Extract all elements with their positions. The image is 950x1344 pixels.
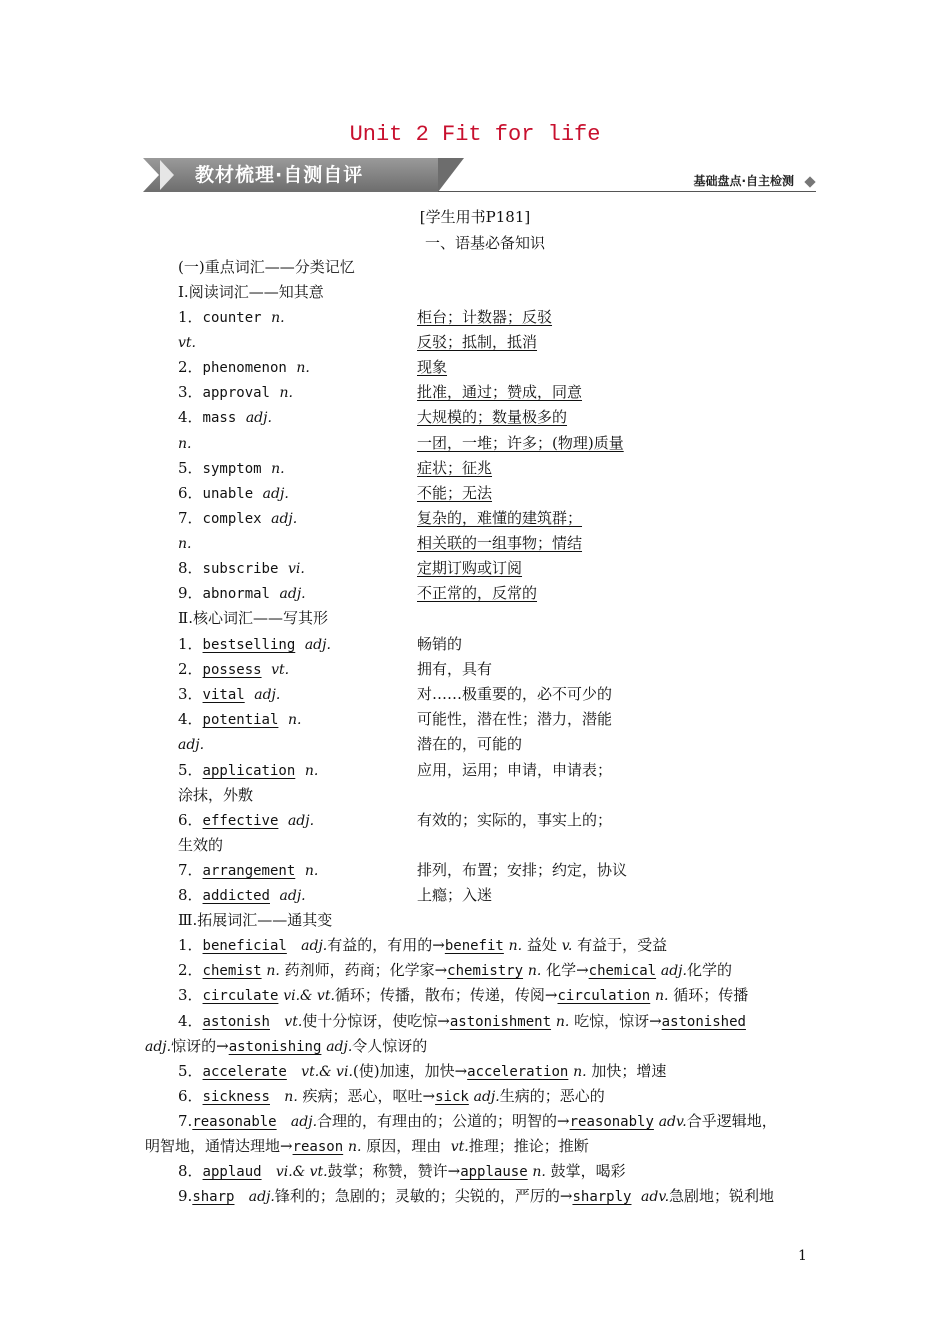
meaning: 急剧地；锐利地 — [669, 1187, 775, 1205]
item-number: 1． — [178, 635, 203, 653]
meaning: (使)加速，加快→ — [352, 1062, 468, 1080]
group-heading: Ⅱ.核心词汇——写其形 — [178, 609, 328, 627]
item-number: 4． — [178, 710, 203, 729]
meaning: 鼓掌，喝彩 — [550, 1162, 626, 1180]
vocab-row — [178, 760, 318, 781]
item-number: 8． — [178, 1162, 203, 1180]
reference: [学生用书P181] — [419, 208, 531, 226]
pos: n. — [304, 862, 319, 879]
pos: vt. — [271, 662, 290, 679]
answer-word: circulation — [557, 988, 651, 1004]
vocab-word: mass — [202, 410, 237, 427]
pos: adj. — [473, 1089, 500, 1105]
pos: vi.& vt. — [275, 1164, 328, 1180]
vocab-row — [178, 483, 289, 504]
list-item — [178, 985, 748, 1006]
item-number: 4． — [178, 408, 203, 427]
pos: n. — [508, 938, 523, 954]
answer-meaning: 定期订购或订阅 — [417, 559, 523, 577]
pos: n. — [279, 385, 293, 402]
vocab-row — [178, 684, 280, 705]
answer-word: potential — [202, 712, 279, 729]
item-number: 6． — [178, 483, 203, 502]
vocab-word: symptom — [202, 460, 262, 477]
pos: adv. — [641, 1189, 670, 1205]
item-number: 8． — [178, 886, 203, 904]
meaning: 可能性，潜在性；潜力，潜能 — [417, 710, 613, 729]
meaning: 吃惊，惊讶→ — [574, 1012, 662, 1030]
answer-meaning: 相关联的一组事物；情结 — [417, 533, 583, 552]
meaning: 药剂师，药商；化学家→ — [284, 961, 448, 979]
meaning: 明智地，通情达理地→ — [145, 1137, 293, 1155]
meaning: 化学→ — [546, 961, 589, 979]
pos: adj. — [178, 737, 205, 754]
pos: v. — [561, 938, 573, 954]
pos: vt.& vi. — [301, 1064, 353, 1080]
answer-word: sickness — [202, 1089, 270, 1105]
vocab-row — [178, 860, 318, 881]
pos: adj. — [254, 687, 281, 704]
meaning: 益处 — [526, 936, 557, 954]
item-number: 3． — [178, 383, 203, 402]
vocab-word: counter — [202, 310, 262, 326]
answer-word: sharp — [192, 1189, 235, 1205]
meaning: 加快；增速 — [591, 1062, 667, 1080]
pos: n. — [284, 1089, 298, 1105]
pos: n. — [296, 360, 310, 377]
answer-word: possess — [202, 662, 262, 679]
answer-word: chemistry — [447, 963, 524, 979]
pos: n. — [532, 1164, 546, 1180]
vocab-row — [178, 709, 301, 730]
vocab-row — [178, 785, 253, 805]
pos: n. — [304, 762, 319, 779]
answer-word: reason — [292, 1139, 344, 1155]
meaning: 使十分惊讶，使吃惊→ — [302, 1012, 450, 1030]
pos: adv. — [658, 1114, 687, 1130]
answer-word: effective — [202, 812, 279, 829]
answer-word: application — [202, 762, 296, 779]
item-number: 3． — [178, 986, 203, 1004]
meaning: 拥有，具有 — [417, 660, 493, 679]
answer-meaning: 不正常的，反常的 — [417, 584, 538, 603]
item-number: 1． — [178, 936, 203, 954]
answer-word: astonishing — [228, 1039, 322, 1055]
answer-word: bestselling — [202, 637, 296, 653]
diamond-icon — [804, 176, 815, 187]
group-heading: Ⅰ.阅读词汇——知其意 — [178, 283, 324, 301]
list-item — [178, 1061, 666, 1082]
meaning: 潜在的，可能的 — [417, 735, 523, 754]
meaning: 原因，理由 — [366, 1137, 442, 1155]
vocab-row — [178, 433, 191, 454]
pos: adj. — [279, 888, 306, 904]
pos: adj. — [248, 1189, 275, 1205]
pos: vi.& vt. — [283, 988, 335, 1004]
answer-word: astonishment — [449, 1014, 552, 1030]
item-number: 5． — [178, 760, 203, 779]
answer-word: addicted — [202, 888, 270, 904]
answer-meaning: 柜台；计数器；反驳 — [417, 308, 553, 326]
meaning: 循环；传播，散布；传递，传阅→ — [334, 986, 558, 1004]
meaning: 循环；传播 — [673, 986, 749, 1004]
pos: n. — [527, 963, 542, 979]
answer-meaning: 现象 — [417, 358, 448, 377]
meaning: 排列，布置；安排；约定，协议 — [417, 860, 628, 879]
banner-tail — [438, 158, 464, 192]
item-number: 7． — [178, 508, 203, 527]
pos: n. — [555, 1014, 570, 1030]
banner-right-text: 基础盘点·自主检测 — [693, 174, 794, 188]
vocab-word: phenomenon — [202, 360, 287, 377]
vocab-row — [178, 835, 223, 855]
answer-word: circulate — [202, 988, 279, 1004]
answer-word: astonish — [202, 1014, 270, 1030]
list-item — [178, 1011, 746, 1032]
answer-word: reasonable — [192, 1114, 277, 1130]
pos: adj. — [326, 1039, 353, 1055]
list-item-continued — [145, 1036, 427, 1057]
unit-title: Unit 2 Fit for life — [349, 122, 601, 147]
meaning: 畅销的 — [417, 635, 463, 653]
answer-word: astonished — [661, 1014, 746, 1030]
item-number: 6． — [178, 1087, 203, 1105]
answer-meaning: 大规模的；数量极多的 — [417, 408, 568, 427]
vocab-row — [178, 734, 204, 755]
item-number: 2． — [178, 358, 203, 377]
vocab-word: complex — [202, 510, 262, 527]
list-item — [178, 935, 667, 956]
list-item — [178, 1086, 605, 1107]
pos: n. — [347, 1139, 362, 1155]
meaning: 有益的，有用的→ — [327, 936, 445, 954]
meaning: 疾病；恶心，呕吐→ — [302, 1087, 436, 1105]
meaning: 上瘾；入迷 — [417, 886, 493, 904]
pos: adj. — [279, 586, 306, 603]
meaning: 应用，运用；申请，申请表； — [417, 760, 613, 779]
vocab-row — [178, 407, 272, 428]
answer-word: chemical — [588, 963, 657, 979]
banner-label: 教材梳理·自测自评 — [195, 164, 364, 186]
pos: adj. — [271, 510, 298, 527]
pos: vt. — [178, 335, 196, 352]
item-number: 5． — [178, 1062, 203, 1080]
meaning: 令人惊讶的 — [352, 1037, 428, 1055]
answer-meaning: 复杂的，难懂的建筑群； — [417, 508, 583, 527]
pos: adj. — [245, 410, 272, 427]
vocab-row — [178, 533, 191, 554]
item-number: 8． — [178, 559, 203, 577]
item-number: 3． — [178, 685, 203, 704]
vocab-row — [178, 508, 297, 529]
list-item — [178, 1186, 774, 1207]
vocab-row — [178, 458, 285, 479]
pos: adj. — [262, 485, 289, 502]
section-heading: 一、语基必备知识 — [424, 234, 545, 252]
answer-meaning: 症状；征兆 — [417, 458, 493, 477]
vocab-row — [178, 558, 305, 579]
pos: vi. — [287, 561, 305, 577]
pos: vt. — [450, 1139, 469, 1155]
item-number: 7． — [178, 860, 203, 879]
item-number: 2． — [178, 961, 203, 979]
item-number: 6． — [178, 810, 203, 829]
list-item — [178, 1111, 777, 1132]
pos: n. — [178, 535, 192, 552]
pos: adj. — [145, 1039, 172, 1055]
chevron-icon — [143, 158, 159, 192]
answer-word: sharply — [572, 1189, 632, 1205]
meaning: 合乎逻辑地， — [686, 1112, 777, 1130]
meaning: 鼓掌；称赞，赞许→ — [327, 1162, 461, 1180]
pos: n. — [655, 988, 669, 1004]
vocab-row — [178, 382, 293, 403]
group-heading: Ⅲ.拓展词汇——通其变 — [178, 911, 333, 929]
vocab-row — [178, 583, 306, 604]
answer-word: sick — [435, 1089, 469, 1105]
vocab-row — [178, 885, 306, 906]
answer-word: vital — [202, 687, 245, 704]
pos: n. — [287, 712, 302, 729]
pos: n. — [266, 963, 280, 979]
pos: adj. — [304, 637, 331, 653]
vocab-row — [178, 332, 196, 353]
answer-word: applaud — [202, 1164, 262, 1180]
meaning: 有效的；实际的，事实上的； — [417, 810, 613, 829]
meaning: 化学的 — [686, 961, 732, 979]
answer-meaning: 一团，一堆；许多；(物理)质量 — [417, 433, 624, 452]
vocab-word: approval — [202, 385, 270, 402]
list-item — [178, 1161, 626, 1182]
meaning: 惊讶的→ — [171, 1037, 229, 1055]
banner-rule — [438, 191, 816, 192]
answer-meaning: 不能；无法 — [417, 483, 493, 502]
item-number: 2． — [178, 660, 203, 679]
part-heading: (一)重点词汇——分类记忆 — [178, 258, 355, 276]
list-item-continued — [145, 1136, 589, 1157]
pos: n. — [573, 1064, 587, 1080]
pos: adj. — [301, 938, 328, 954]
answer-meaning: 反驳；抵制，抵消 — [417, 333, 538, 352]
vocab-row — [178, 810, 314, 831]
meaning: 有益于，受益 — [577, 936, 668, 954]
vocab-word: abnormal — [202, 586, 270, 603]
item-number: 9. — [178, 1187, 193, 1205]
item-number: 4． — [178, 1012, 203, 1030]
vocab-word: subscribe — [202, 561, 279, 577]
item-number: 5． — [178, 458, 203, 477]
answer-word: beneficial — [202, 938, 287, 954]
vocab-row — [178, 307, 285, 328]
meaning: 推理；推论；推断 — [468, 1137, 589, 1155]
pos: n. — [271, 460, 285, 477]
chevron-icon — [160, 160, 174, 190]
vocab-row — [178, 659, 289, 680]
pos: n. — [178, 435, 192, 452]
item-number: 1． — [178, 308, 203, 326]
answer-word: benefit — [444, 938, 504, 954]
meaning: 合理的，有理由的；公道的；明智的→ — [317, 1112, 570, 1130]
answer-word: acceleration — [467, 1064, 569, 1080]
answer-word: applause — [460, 1164, 528, 1180]
answer-word: reasonably — [569, 1114, 654, 1130]
meaning: 对……极重要的，必不可少的 — [417, 685, 613, 704]
pos: adj. — [287, 812, 315, 829]
pos: n. — [271, 310, 285, 326]
section-banner — [143, 158, 816, 194]
item-number: 9． — [178, 584, 203, 603]
meaning: 锋利的；急剧的；灵敏的；尖锐的，严厉的→ — [274, 1187, 573, 1205]
vocab-row — [178, 357, 310, 378]
meaning: 生病的；恶心的 — [499, 1087, 605, 1105]
answer-word: accelerate — [202, 1064, 287, 1080]
vocab-row — [178, 634, 331, 655]
pos: adj. — [290, 1114, 318, 1130]
pos: adj. — [660, 963, 687, 979]
pos: 涂抹，外敷 — [178, 785, 254, 804]
item-number: 7. — [178, 1112, 193, 1130]
list-item — [178, 960, 732, 981]
pos: 生效的 — [178, 835, 224, 854]
answer-word: arrangement — [202, 862, 296, 879]
page-number: 1 — [798, 1248, 807, 1264]
answer-meaning: 批准，通过；赞成，同意 — [417, 383, 583, 402]
answer-word: chemist — [202, 963, 262, 979]
vocab-word: unable — [202, 485, 254, 502]
pos: vt. — [284, 1014, 303, 1030]
